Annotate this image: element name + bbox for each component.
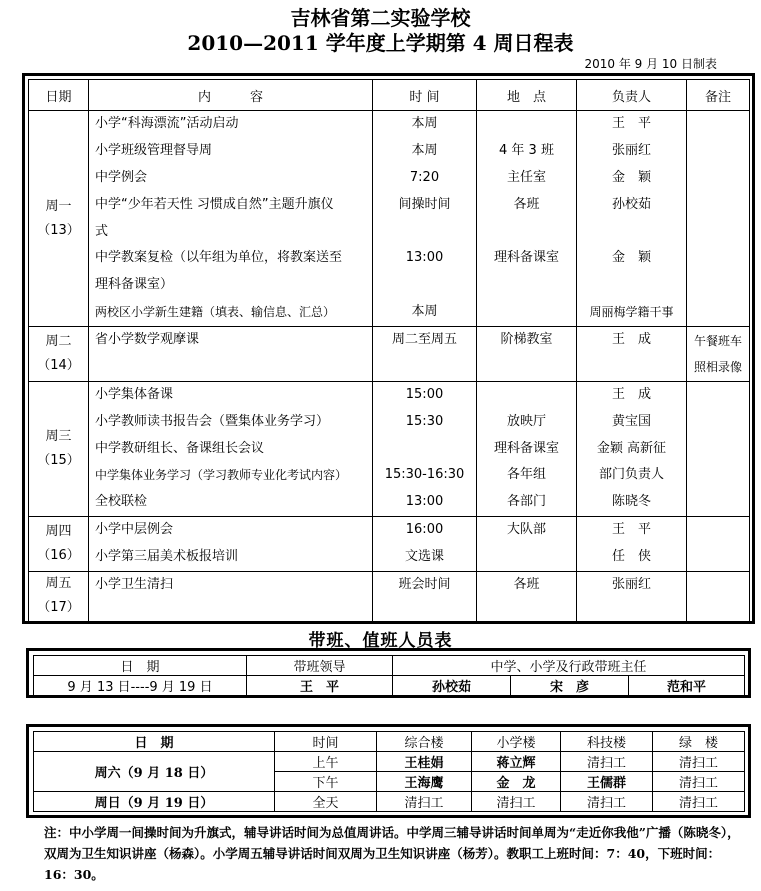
place-value: 各班 — [513, 576, 540, 592]
wk-col-zonghe: 综合楼 — [377, 732, 472, 752]
wk-keji: 王儒群 — [561, 772, 653, 792]
time-value: 间操时间 — [398, 196, 451, 212]
place-value: 放映厅 — [506, 413, 546, 429]
wk-lv: 清扫工 — [653, 772, 745, 792]
footnote: 注：中小学周一间操时间为升旗式，辅导讲话时间为总值周讲话。中学周三辅导讲话时间单周为“走近你我他”广播（陈晓冬），双周为卫生知识讲座（杨森）。小学周五辅导讲话时间双周为卫生知识讲座（杨芳）。教职工上班时间：7：40，下班时间：16：30。 — [44, 825, 740, 882]
list-item: 中学教研组长、备课组长会议 — [95, 440, 265, 456]
wk-col-lv: 绿 楼 — [653, 732, 745, 752]
wk-zonghe: 清扫工 — [377, 792, 472, 812]
time-value: 文选课 — [404, 548, 444, 564]
made-date: 2010 年 9 月 10 日制表 — [584, 57, 717, 71]
col-content: 内 容 — [89, 80, 373, 111]
col-time: 时 间 — [373, 80, 477, 111]
list-item: 省小学数学观摩课 — [95, 332, 200, 347]
list-item: 小学第三届美术板报培训 — [95, 548, 239, 564]
person-value — [577, 272, 686, 299]
wk-col-time: 时间 — [275, 732, 377, 752]
person-value: 黄宝国 — [611, 413, 651, 429]
place-value: 4 年 3 班 — [499, 143, 554, 159]
time-value — [373, 272, 476, 299]
day-row-wed — [29, 382, 750, 517]
duty-teacher: 宋 彦 — [511, 676, 629, 696]
duty-date: 9 月 13 日----9 月 19 日 — [34, 676, 247, 696]
time-cell — [373, 516, 477, 571]
place-cell — [477, 571, 577, 621]
schedule-table — [28, 79, 750, 622]
time-value: 13:00 — [405, 494, 444, 510]
content-cell — [89, 516, 373, 571]
person-value: 王 成 — [611, 332, 651, 347]
wk-zonghe: 王海鹰 — [377, 772, 472, 792]
person-value: 张丽红 — [611, 576, 651, 592]
place-cell — [477, 327, 577, 382]
place-value: 主任室 — [506, 169, 546, 185]
wk-time: 上午 — [275, 752, 377, 772]
person-value: 金 颖 — [611, 250, 651, 266]
place-value: 大队部 — [506, 521, 546, 537]
person-cell — [577, 327, 687, 382]
wk-xiaoxue: 蒋立辉 — [472, 752, 561, 772]
list-item: 小学集体备课 — [95, 387, 174, 402]
remark-cell — [687, 382, 750, 517]
wk-col-xiaoxue: 小学楼 — [472, 732, 561, 752]
time-cell — [373, 327, 477, 382]
person-cell — [577, 111, 687, 327]
wk-keji: 清扫工 — [561, 792, 653, 812]
list-item: 中学“少年若天性 习惯成自然”主题升旗仪 — [95, 196, 334, 212]
col-person: 负责人 — [577, 80, 687, 111]
list-item: 小学卫生清扫 — [95, 576, 174, 592]
time-value: 班会时间 — [398, 576, 451, 592]
school-name: 吉林省第二实验学校 — [290, 6, 471, 30]
time-value: 本周 — [411, 143, 438, 159]
place-value — [477, 111, 576, 138]
time-value: 15:00 — [405, 387, 444, 402]
place-cell — [477, 111, 577, 327]
col-date: 日期 — [29, 80, 89, 111]
place-value: 各年组 — [506, 467, 546, 483]
duty-col-leader: 带班领导 — [247, 656, 393, 676]
list-item: 中学例会 — [95, 169, 148, 185]
day-cell — [29, 382, 89, 517]
duty-title: 带班、值班人员表 — [308, 631, 453, 651]
list-item: 全校联检 — [95, 494, 148, 510]
time-value: 13:00 — [405, 250, 444, 266]
table-row — [34, 752, 745, 772]
duty-frame — [26, 648, 751, 698]
list-item: 式 — [95, 223, 109, 239]
person-value — [577, 219, 686, 246]
person-value: 金颖 高新征 — [596, 440, 667, 456]
duty-table — [33, 655, 745, 696]
time-value: 7:20 — [409, 169, 440, 185]
content-cell — [89, 382, 373, 517]
day-label: 周二 — [45, 334, 72, 349]
place-value: 各班 — [513, 196, 540, 212]
time-cell — [373, 111, 477, 327]
day-number: （16） — [37, 547, 80, 563]
wk-date-sun: 周日（9 月 19 日） — [34, 792, 275, 812]
day-number: （15） — [37, 452, 80, 468]
wk-keji: 清扫工 — [561, 752, 653, 772]
person-value: 部门负责人 — [598, 467, 664, 483]
wk-time: 全天 — [275, 792, 377, 812]
place-value: 理科备课室 — [493, 440, 559, 456]
duty-col-teachers: 中学、小学及行政带班主任 — [393, 656, 745, 676]
remark-text: 照相录像 — [693, 360, 742, 374]
col-remark: 备注 — [687, 80, 750, 111]
time-value — [373, 436, 476, 463]
day-label: 周一 — [45, 198, 72, 214]
list-item: 小学班级管理督导周 — [95, 143, 213, 159]
wk-date-sat: 周六（9 月 18 日） — [34, 752, 275, 792]
day-number: （14） — [37, 358, 80, 373]
duty-teacher: 孙校茹 — [393, 676, 511, 696]
weekend-header-row — [34, 732, 745, 752]
person-cell — [577, 382, 687, 517]
wk-lv: 清扫工 — [653, 752, 745, 772]
person-value: 王 平 — [611, 116, 651, 132]
list-item: 小学教师读书报告会（暨集体业务学习） — [95, 413, 330, 429]
list-item: 中学教案复检（以年组为单位，将教案送至 — [95, 250, 343, 266]
day-number: （17） — [37, 600, 80, 616]
remark-text: 午餐班车 — [693, 334, 742, 348]
wk-col-date: 日 期 — [34, 732, 275, 752]
place-value: 各部门 — [506, 494, 546, 510]
place-value: 理科备课室 — [493, 250, 559, 266]
remark-cell — [687, 516, 750, 571]
wk-xiaoxue: 金 龙 — [472, 772, 561, 792]
remark-cell — [687, 111, 750, 327]
day-row-mon — [29, 111, 750, 327]
schedule-frame — [22, 73, 755, 624]
place-value — [477, 272, 576, 299]
place-value: 阶梯教室 — [500, 332, 553, 347]
wk-zonghe: 王桂娟 — [377, 752, 472, 772]
place-value — [477, 382, 576, 409]
wk-time: 下午 — [275, 772, 377, 792]
schedule-title: 2010—2011 学年度上学期第 4 周日程表 — [187, 31, 574, 55]
place-value — [477, 544, 576, 571]
remark-cell — [687, 327, 750, 382]
day-row-fri — [29, 571, 750, 621]
time-value — [373, 219, 476, 246]
list-item: 两校区小学新生建籍（填表、输信息、汇总） — [95, 304, 336, 319]
place-cell — [477, 516, 577, 571]
list-item: 理科备课室） — [95, 277, 174, 293]
person-value: 陈晓冬 — [611, 494, 651, 510]
day-row-thu — [29, 516, 750, 571]
duty-col-date: 日 期 — [34, 656, 247, 676]
time-cell — [373, 382, 477, 517]
schedule-header-row — [29, 80, 750, 111]
duty-header-row — [34, 656, 745, 676]
person-value: 孙校茹 — [611, 196, 651, 212]
person-value: 王 成 — [611, 387, 651, 402]
list-item: 中学集体业务学习（学习教师专业化考试内容） — [95, 468, 348, 483]
person-value: 任 侠 — [611, 548, 651, 564]
remark-cell — [687, 571, 750, 621]
day-cell — [29, 111, 89, 327]
day-row-tue — [29, 327, 750, 382]
person-value: 周丽梅学籍干事 — [589, 304, 674, 319]
place-value — [477, 219, 576, 246]
wk-xiaoxue: 清扫工 — [472, 792, 561, 812]
weekend-frame — [26, 724, 751, 818]
content-cell — [89, 111, 373, 327]
time-value: 15:30 — [405, 413, 444, 429]
day-label: 周五 — [45, 576, 72, 592]
day-cell — [29, 327, 89, 382]
time-value: 本周 — [411, 116, 438, 132]
col-place: 地 点 — [477, 80, 577, 111]
content-cell — [89, 571, 373, 621]
day-number: （13） — [37, 222, 80, 238]
person-cell — [577, 516, 687, 571]
duty-leader: 王 平 — [247, 676, 393, 696]
wk-lv: 清扫工 — [653, 792, 745, 812]
person-value: 张丽红 — [611, 143, 651, 159]
day-label: 周四 — [45, 523, 72, 539]
person-cell — [577, 571, 687, 621]
person-value: 王 平 — [611, 521, 651, 537]
wk-col-keji: 科技楼 — [561, 732, 653, 752]
time-value: 15:30-16:30 — [384, 467, 465, 483]
weekend-table — [33, 731, 745, 812]
time-value: 本周 — [411, 303, 438, 319]
time-cell — [373, 571, 477, 621]
list-item: 小学中层例会 — [95, 521, 174, 537]
list-item: 小学“科海漂流”活动启动 — [95, 116, 239, 132]
day-label: 周三 — [45, 428, 72, 444]
table-row — [34, 792, 745, 812]
content-cell — [89, 327, 373, 382]
duty-row — [34, 676, 745, 696]
place-value — [477, 299, 576, 326]
time-value: 周二至周五 — [391, 332, 457, 347]
person-value: 金 颖 — [611, 169, 651, 185]
duty-teacher: 范和平 — [629, 676, 745, 696]
day-cell — [29, 571, 89, 621]
day-cell — [29, 516, 89, 571]
time-value: 16:00 — [405, 521, 444, 537]
place-cell — [477, 382, 577, 517]
